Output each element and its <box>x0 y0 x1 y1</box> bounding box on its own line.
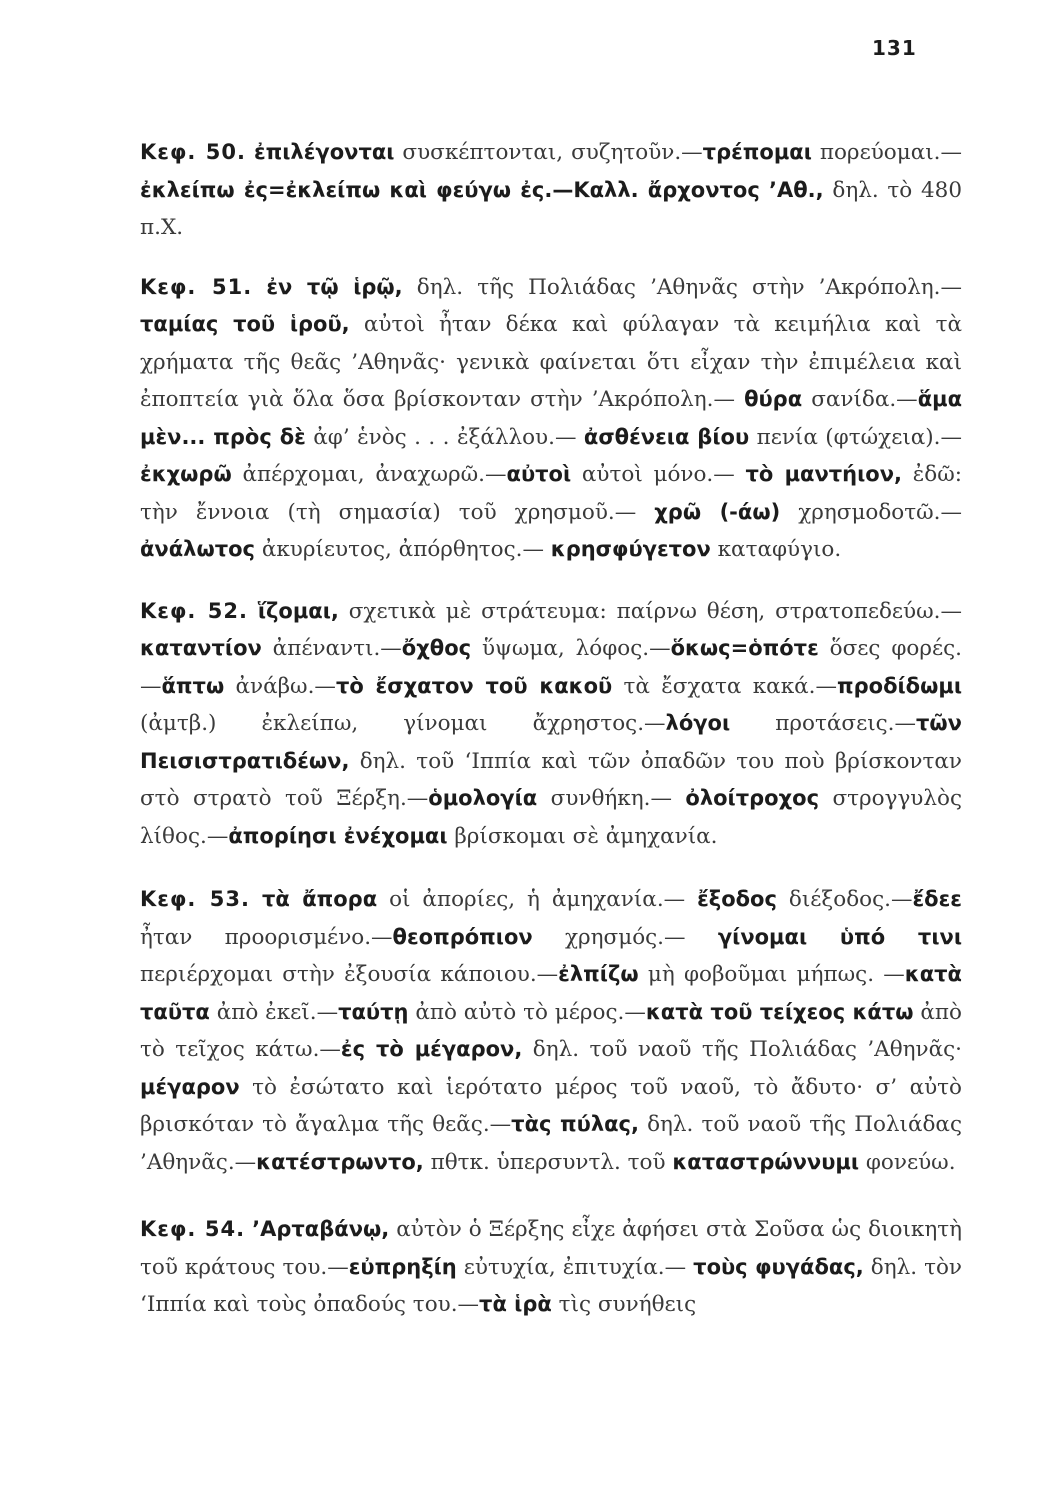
lemma-term: ἐν τῷ ἱρῷ, <box>266 274 403 299</box>
gloss-translation: αὐτοὶ ἦταν δέκα καὶ φύλαγαν τὰ κειμήλια καὶ τὰ χρήματα τῆς θεᾶς ’Αθηνᾶς· γενικὰ φαίνεται ὅτι εἶχαν τὴν ἐπιμέλεια καὶ ἐποπτεία γιὰ ὅλα ὅσα βρίσκονταν στὴν ’Ακρόπολη.— <box>140 312 962 412</box>
gloss-translation: ἀφ’ ἑνὸς . . . ἐξάλλου.— <box>305 424 584 450</box>
lemma-term: ἐς τὸ μέγαρον, <box>340 1037 523 1061</box>
gloss-translation: δηλ. τοῦ ναοῦ τῆς Πολιάδας ’Αθηνᾶς.— <box>140 1112 962 1175</box>
gloss-translation: προτάσεις.— <box>730 711 917 736</box>
gloss-translation: ἐδῶ: τὴν ἔννοια (τὴ σημασία) τοῦ χρησμοῦ.— <box>140 462 962 525</box>
lemma-term: γίνομαι ὑπό τινι <box>717 924 963 949</box>
gloss-translation: αὐτὸν ὁ Ξέρξης εἶχε ἀφήσει στὰ Σοῦσα ὡς διοικητὴ τοῦ κράτους του.— <box>140 1217 963 1280</box>
chapter-label: Κεφ. 54. <box>140 1217 246 1241</box>
gloss-translation: τὸ ἐσώτατο καὶ ἱερότατο μέρος τοῦ ναοῦ, τὸ ἄδυτο· σ’ αὐτὸ βρισκόταν τὸ ἄγαλμα τῆς θεᾶς.— <box>140 1074 962 1137</box>
section-chapter-50 <box>140 134 962 247</box>
lemma-term: προδίδωμι <box>837 673 962 698</box>
lemma-term: τοὺς φυγάδας, <box>693 1254 864 1279</box>
lemma-term: ἅπτω <box>161 673 225 698</box>
gloss-translation: εὐτυχία, ἐπιτυχία.— <box>456 1254 694 1280</box>
chapter-label: Κεφ. 52. <box>140 598 248 623</box>
gloss-translation: φονεύω. <box>859 1149 956 1175</box>
lemma-term: τρέπομαι <box>702 140 812 164</box>
lemma-term: χρῶ (-άω) <box>654 499 781 524</box>
lemma-term: τὸ ἔσχατον τοῦ κακοῦ <box>335 673 613 698</box>
gloss-text <box>140 887 962 1175</box>
gloss-translation: δηλ. τοῦ ναοῦ τῆς Πολιάδας ’Αθηνᾶς· <box>522 1037 962 1062</box>
lemma-term: τῶν Πεισιστρατιδέων, <box>140 711 962 773</box>
lemma-term: κατὰ ταῦτα <box>140 962 962 1024</box>
lemma-term: ἐλπίζω <box>558 962 639 986</box>
gloss-translation: συσκέπτονται, συζητοῦν.— <box>394 140 703 165</box>
lemma-term: καταντίον <box>140 636 262 660</box>
gloss-translation: οἱ ἀπορίες, ἡ ἀμηχανία.— <box>377 887 698 912</box>
gloss-translation: στρογγυλὸς λίθος.— <box>140 786 962 849</box>
gloss-translation: ἀνάβω.— <box>224 673 336 699</box>
section-chapter-54 <box>140 1211 962 1324</box>
lemma-term: ταύτῃ <box>338 999 409 1024</box>
chapter-label: Κεφ. 50. <box>140 140 246 164</box>
lemma-term: τὰ ἄπορα <box>261 887 378 911</box>
lemma-term: εὐπρηξίη <box>348 1254 457 1279</box>
gloss-translation: πορεύομαι.— <box>811 140 962 165</box>
gloss-translation: πενία (φτώχεια).— <box>749 424 963 450</box>
gloss-translation: μὴ φοβοῦμαι μήπως. — <box>638 962 905 987</box>
lemma-term: ’Αρταβάνῳ, <box>252 1217 390 1241</box>
chapter-label: Κεφ. 51. <box>140 274 253 299</box>
lemma-term: ἐκχωρῶ <box>140 462 232 486</box>
gloss-translation: συνθήκη.— <box>537 786 686 811</box>
lemma-term: ἐκλείπω ἐς=ἐκλείπω καὶ φεύγω ἐς.—Καλλ. ἄρχοντος ’Αθ., <box>140 177 824 202</box>
gloss-translation: δηλ. τοῦ ‘Ιππία καὶ τῶν ὀπαδῶν του ποὺ βρίσκονταν στὸ στρατὸ τοῦ Ξέρξη.— <box>140 748 962 811</box>
gloss-translation: χρησμός.— <box>532 924 718 950</box>
lemma-term: θεοπρόπιον <box>392 924 533 949</box>
section-chapter-52 <box>140 593 962 856</box>
gloss-translation: ὅσες φορές.— <box>140 636 962 699</box>
gloss-translation: διέξοδος.— <box>776 887 913 912</box>
lemma-term: αὐτοὶ <box>506 462 572 486</box>
gloss-translation: σανίδα.— <box>802 387 918 412</box>
gloss-translation: ἀκυρίευτος, ἀπόρθητος.— <box>254 537 551 562</box>
gloss-translation: ἀπέναντι.— <box>261 636 402 661</box>
gloss-translation: βρίσκομαι σὲ ἀμηχανία. <box>447 823 718 849</box>
gloss-translation: τὰ ἔσχατα κακά.— <box>612 673 837 699</box>
lemma-term: τὰς πύλας, <box>511 1112 639 1136</box>
lemma-term: κρησφύγετον <box>550 537 711 561</box>
lemma-term: ἅμα μὲν... πρὸς δὲ <box>140 387 962 449</box>
lemma-term: κατὰ τοῦ τείχεος κάτω <box>645 999 914 1024</box>
gloss-text <box>140 599 962 849</box>
gloss-translation: δηλ. τῆς Πολιάδας ’Αθηνᾶς στὴν ’Ακρόπολη.— <box>402 274 962 300</box>
lemma-term: κατέστρωντο, <box>256 1149 424 1174</box>
lemma-term: καταστρώννυμι <box>672 1149 860 1174</box>
gloss-text <box>140 1217 962 1317</box>
gloss-translation: (ἀμτβ.) ἐκλείπω, γίνομαι ἄχρηστος.— <box>140 711 666 736</box>
lemma-term: τὰ ἱρὰ <box>479 1292 552 1316</box>
lemma-term: ταμίας τοῦ ἱροῦ, <box>140 312 350 336</box>
gloss-translation: αὐτοὶ μόνο.— <box>571 462 746 487</box>
commentary-body <box>140 134 962 1348</box>
gloss-text <box>140 275 962 563</box>
lemma-term: ἐπιλέγονται <box>253 140 395 164</box>
gloss-translation: περιέρχομαι στὴν ἐξουσία κάποιου.— <box>140 962 559 987</box>
lemma-term: θύρα <box>744 387 803 411</box>
lemma-term: ἵζομαι, <box>257 598 339 623</box>
gloss-translation: ἀπὸ ἐκεῖ.— <box>209 999 339 1025</box>
lemma-term: ὄχθος <box>401 636 472 660</box>
lemma-term: ὀλοίτροχος <box>685 786 820 810</box>
lemma-term: ἔδεε <box>912 887 962 911</box>
section-chapter-51 <box>140 269 962 569</box>
gloss-translation: ἀπὸ αὐτὸ τὸ μέρος.— <box>408 999 646 1025</box>
gloss-translation: ὕψωμα, λόφος.— <box>471 636 671 661</box>
gloss-translation: ἀπὸ τὸ τεῖχος κάτω.— <box>140 999 962 1062</box>
lemma-term: μέγαρον <box>140 1074 240 1099</box>
page-number: 131 <box>872 36 917 60</box>
gloss-translation: τὶς συνήθεις <box>551 1292 697 1317</box>
lemma-term: τὸ μαντήιον, <box>745 462 902 486</box>
gloss-translation: πθτκ. ὑπερσυντλ. τοῦ <box>423 1149 673 1175</box>
section-chapter-53 <box>140 881 962 1181</box>
lemma-term: ἀπορίησι ἐνέχομαι <box>228 823 448 848</box>
gloss-translation: δηλ. τὸν ‘Ιππία καὶ τοὺς ὀπαδούς του.— <box>140 1254 962 1317</box>
gloss-translation: ἦταν προορισμένο.— <box>140 924 393 950</box>
gloss-translation: χρησμοδοτῶ.— <box>780 499 963 525</box>
lemma-term: ἀνάλωτος <box>140 537 255 561</box>
gloss-text <box>140 140 962 240</box>
gloss-translation: καταφύγιο. <box>710 537 842 562</box>
lemma-term: ἔξοδος <box>697 887 777 911</box>
gloss-translation: δηλ. τὸ 480 π.Χ. <box>140 177 962 240</box>
chapter-label: Κεφ. 53. <box>140 887 250 911</box>
lemma-term: ὅκως=ὁπότε <box>670 636 819 660</box>
gloss-translation: ἀπέρχομαι, ἀναχωρῶ.— <box>231 462 507 487</box>
lemma-term: λόγοι <box>665 711 731 735</box>
lemma-term: ὁμολογία <box>428 786 538 810</box>
gloss-translation: σχετικὰ μὲ στράτευμα: παίρνω θέση, στρατοπεδεύω.— <box>338 598 962 624</box>
lemma-term: ἀσθένεια βίου <box>583 424 750 449</box>
